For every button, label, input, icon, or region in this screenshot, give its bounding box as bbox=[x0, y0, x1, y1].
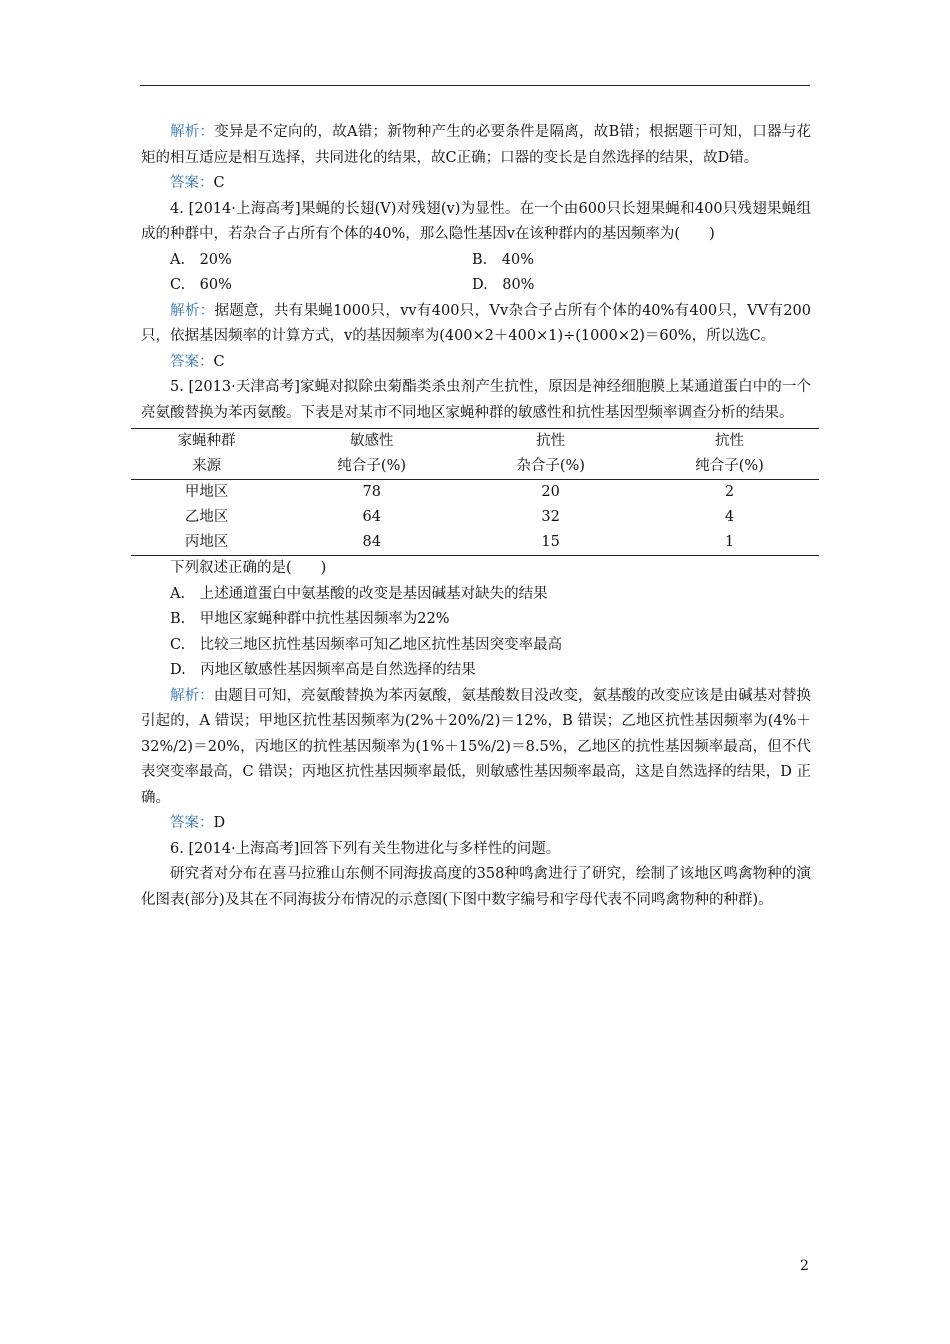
table-row bbox=[131, 530, 819, 556]
table-header-cell: 抗性 bbox=[640, 429, 819, 455]
page-content bbox=[141, 120, 811, 913]
table-cell: 32 bbox=[541, 509, 560, 525]
q4-options-row-2 bbox=[141, 273, 811, 299]
table-row bbox=[131, 505, 819, 530]
q4-option-d: D. 80% bbox=[472, 277, 535, 293]
q5-stem: 5. [2013·天津高考]家蝇对拟除虫菊酯类杀虫剂产生抗性，原因是神经细胞膜上某通道蛋白中的一个亮氨酸替换为苯丙氨酸。下表是对某市不同地区家蝇种群的敏感性和抗性基因型频率调查分析的结果。 bbox=[141, 379, 811, 421]
q4-option-a: A. 20% bbox=[170, 251, 232, 268]
table-header-cell: 家蝇种群 bbox=[131, 429, 282, 455]
table-row bbox=[131, 480, 819, 506]
table-cell: 84 bbox=[282, 530, 461, 556]
table-cell: 甲地区 bbox=[184, 484, 229, 500]
gene-frequency-table bbox=[131, 428, 819, 556]
table-header-cell: 来源 bbox=[131, 454, 282, 480]
answer-value: C bbox=[213, 175, 225, 191]
q5-explanation bbox=[141, 684, 811, 812]
answer-label: 答案： bbox=[170, 815, 214, 831]
explain-label: 解析： bbox=[170, 687, 214, 704]
answer-value: C bbox=[213, 353, 225, 370]
explain-label: 解析： bbox=[170, 124, 215, 140]
table-cell: 78 bbox=[362, 484, 381, 500]
table-cell: 64 bbox=[362, 509, 381, 525]
table-header-cell: 抗性 bbox=[461, 429, 640, 455]
table-cell: 2 bbox=[724, 484, 735, 500]
explain-label: 解析： bbox=[170, 302, 215, 319]
answer-value: D bbox=[213, 815, 226, 831]
table-cell: 20 bbox=[541, 484, 560, 500]
answer-label: 答案： bbox=[170, 175, 214, 191]
q5-option-c: C. 比较三地区抗性基因频率可知乙地区抗性基因突变率最高 bbox=[170, 636, 563, 653]
table-cell: 1 bbox=[640, 530, 819, 556]
explain-text: 据题意，共有果蝇1000只，vv有400只，Vv杂合子占所有个体的40%有400只，VV有200只，依据基因频率的计算方式，v的基因频率为(400×2＋400×1)÷(1000×2)＝60%，所以选C。 bbox=[141, 302, 811, 344]
explain-text: 由题目可知，亮氨酸替换为苯丙氨酸，氨基酸数目没改变，氨基酸的改变应该是由碱基对替换引起的，A 错误；甲地区抗性基因频率为(2%＋20%/2)＝12%，B 错误；乙地区抗性基因频率为(4%＋32%/2)＝20%，丙地区的抗性基因频率为(1%＋15%/2)＝8.5%，乙地区的抗性基因频率最高，但不代表突变率最高，C 错误；丙地区抗性基因频率最低，则敏感性基因频率最高，这是自然选择的结果，D 正确。 bbox=[141, 687, 812, 806]
table-header-cell: 敏感性 bbox=[282, 429, 461, 455]
q3-explanation bbox=[141, 120, 811, 171]
table-header-row bbox=[131, 429, 819, 455]
q4-option-b: B. 40% bbox=[472, 251, 534, 268]
table-header-cell: 纯合子(%) bbox=[282, 454, 461, 480]
page-number: 2 bbox=[800, 1258, 809, 1274]
table-cell: 4 bbox=[724, 509, 735, 525]
q4-stem: 4. [2014·上海高考]果蝇的长翅(V)对残翅(v)为显性。在一个由600只长翅果蝇和400只残翅果蝇组成的种群中，若杂合子占所有个体的40%，那么隐性基因v在该种群内的基因频率为( ) bbox=[141, 200, 811, 242]
q5-question: 下列叙述正确的是( ) bbox=[170, 560, 327, 576]
header-rule bbox=[140, 85, 810, 86]
q5-option-b: B. 甲地区家蝇种群中抗性基因频率为22% bbox=[170, 611, 450, 627]
q3-answer bbox=[141, 171, 811, 197]
q5-option-d: D. 丙地区敏感性基因频率高是自然选择的结果 bbox=[170, 662, 476, 678]
q6-text: 研究者对分布在喜马拉雅山东侧不同海拔高度的358种鸣禽进行了研究，绘制了该地区鸣禽物种的演化图表(部分)及其在不同海拔分布情况的示意图(下图中数字编号和字母代表不同鸣禽物种的种群)。 bbox=[141, 866, 811, 908]
q6-stem: 6. [2014·上海高考]回答下列有关生物进化与多样性的问题。 bbox=[170, 840, 561, 857]
table-header-cell: 杂合子(%) bbox=[461, 454, 640, 480]
q5-option-a: A. 上述通道蛋白中氨基酸的改变是基因碱基对缺失的结果 bbox=[170, 585, 548, 602]
table-header-cell: 纯合子(%) bbox=[640, 454, 819, 480]
q4-options-row-1 bbox=[141, 248, 811, 274]
explain-text: 变异是不定向的，故A错；新物种产生的必要条件是隔离，故B错；根据题干可知，口器与花矩的相互适应是相互选择，共同进化的结果，故C正确；口器的变长是自然选择的结果，故D错。 bbox=[141, 124, 812, 166]
table-cell: 15 bbox=[461, 530, 640, 556]
q4-explanation bbox=[141, 299, 811, 350]
table-header-row bbox=[131, 454, 819, 480]
q5-answer bbox=[141, 811, 811, 837]
answer-label: 答案： bbox=[170, 353, 214, 370]
table-cell: 乙地区 bbox=[184, 509, 229, 525]
table-cell: 丙地区 bbox=[131, 530, 282, 556]
q4-option-c: C. 60% bbox=[170, 277, 232, 293]
q4-answer bbox=[141, 350, 811, 376]
